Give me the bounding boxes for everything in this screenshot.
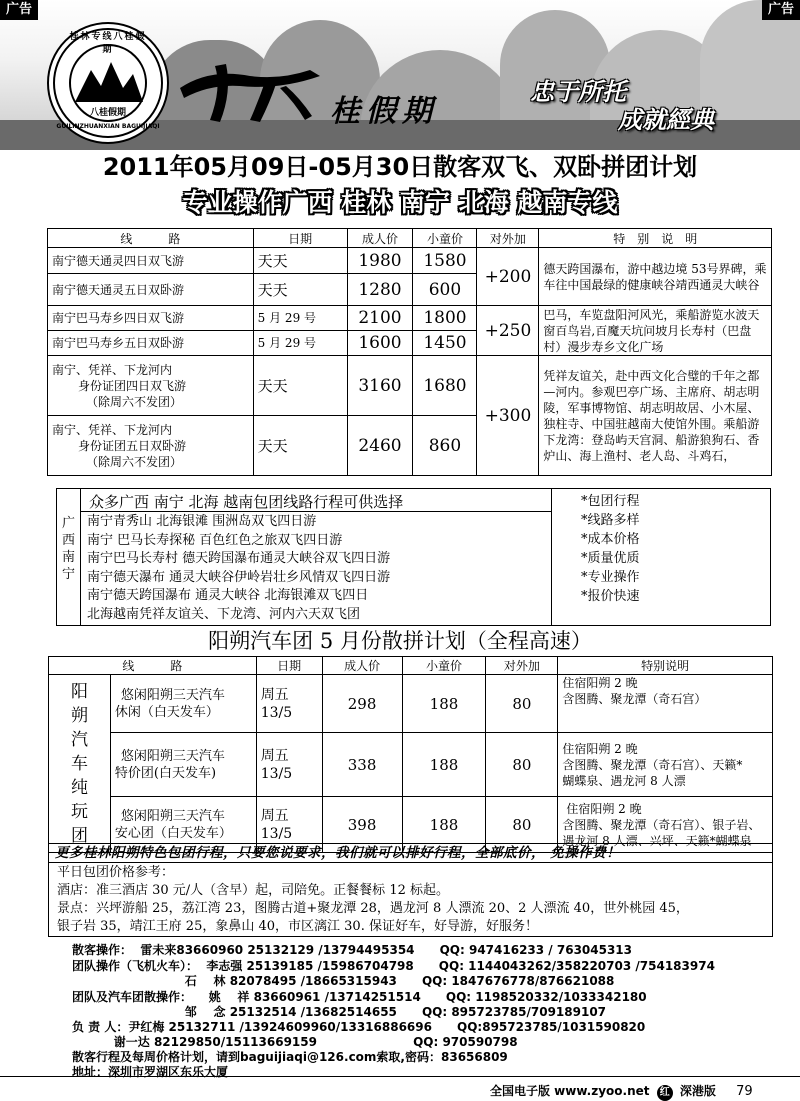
feature-item: *线路多样 (581, 513, 640, 528)
route-cell: 南宁德天通灵五日双卧游 (48, 274, 254, 306)
company-logo (47, 22, 169, 144)
slogan-line2: 成就經典 (618, 105, 714, 134)
package-headline: 众多广西 南宁 北海 越南包团线路行程可供选择 (89, 493, 404, 511)
col-header-adult: 成人价 (322, 657, 402, 675)
adult-price-cell: 338 (322, 733, 402, 797)
footer-edition: 全国电子版 www.zyoo.net (490, 1084, 650, 1098)
yangshuo-table (48, 656, 773, 853)
col-header-route: 线 路 (48, 229, 254, 248)
route-line: 南宁、凭祥、下龙河内 (52, 422, 173, 437)
feature-item: *专业操作 (581, 570, 640, 585)
list-item: 南宁德天跨国瀑布 通灵大峡谷 北海银滩双飞四日 (87, 588, 369, 603)
reference-line: 景点：兴坪游船 25，荔江湾 23，图腾古道+聚龙潭 28，遇龙河 8 人漂流 20、2 人漂流 40，世外桃园 45， (57, 901, 689, 916)
route-cell (48, 416, 254, 476)
tour-price-table (47, 228, 772, 476)
divider (551, 489, 552, 625)
contact-line: 谢一达 82129850/15113669159 QQ: 970590798 (72, 1035, 518, 1049)
route-line: 悠闲阳朔三天汽车 (120, 687, 225, 703)
extra-price-cell: +200 (477, 248, 539, 306)
route-cell (48, 356, 254, 416)
yangshuo-title: 阳朔汽车团 5 月份散拼计划（全程高速） (208, 629, 592, 653)
date-cell: 5 月 29 号 (253, 331, 347, 356)
footer-region: 深港版 (679, 1084, 716, 1098)
adult-price-cell: 1600 (347, 331, 413, 356)
child-price-cell: 1580 (413, 248, 477, 274)
contact-line: 负 责 人：尹红梅 25132711 /13924609960/13316886696 QQ:895723785/1031590820 (72, 1020, 646, 1034)
child-price-cell: 1680 (413, 356, 477, 416)
date-line: 13/5 (260, 825, 293, 842)
date-cell (256, 675, 322, 733)
divider (81, 511, 551, 512)
adult-price-cell: 298 (322, 675, 402, 733)
adult-price-cell: 2100 (347, 306, 413, 331)
route-cell (110, 733, 256, 797)
note-line: 含图腾、聚龙潭（奇石宫） (562, 692, 707, 706)
contact-line: 石 林 82078495 /18665315943 QQ: 1847676778/876621088 (72, 974, 615, 988)
date-cell: 5 月 29 号 (253, 306, 347, 331)
note-line: 住宿阳朔 2 晚 (562, 676, 638, 690)
col-header-extra: 对外加 (486, 657, 558, 675)
note-line: 遇龙河 8 人漂、兴坪、天籁*蝴蝶泉 (562, 833, 752, 848)
col-header-child: 小童价 (402, 657, 486, 675)
promo-banner (48, 843, 773, 863)
extra-price-cell: 80 (486, 797, 558, 853)
route-cell (110, 675, 256, 733)
route-cell: 南宁德天通灵四日双飞游 (48, 248, 254, 274)
list-item: 南宁巴马长寿村 德天跨国瀑布通灵大峡谷双飞四日游 (87, 551, 391, 566)
list-item: 南宁 巴马长寿探秘 百色红色之旅双飞四日游 (87, 532, 343, 548)
note-cell: 德天跨国瀑布，游中越边境 53号界碑，乘车往中国最绿的健康峡谷靖西通灵大峡谷 (539, 248, 772, 306)
date-line: 周五 (260, 807, 289, 824)
child-price-cell: 600 (413, 274, 477, 306)
date-cell: 天天 (253, 248, 347, 274)
route-line: 悠闲阳朔三天汽车 (120, 808, 225, 824)
contact-line: 邹 念 25132514 /13682514655 QQ: 895723785/709189107 (72, 1005, 607, 1019)
note-line: 住宿阳朔 2 晚 (566, 801, 642, 816)
ad-label-right: 广告 (762, 0, 800, 20)
table-row (48, 306, 772, 331)
note-line: 含图腾、聚龙潭（奇石宫）、天籁* (562, 757, 743, 772)
footer-divider (0, 1076, 800, 1077)
contact-line: 散客行程及每周价格计划，请到baguijiaqi@126.com索取,密码：83656809 (72, 1050, 508, 1064)
child-price-cell: 1450 (413, 331, 477, 356)
table-row (49, 733, 773, 797)
col-header-route: 线 路 (49, 657, 257, 675)
route-line: 南宁、凭祥、下龙河内 (52, 362, 173, 377)
contact-line: 地址：深圳市罗湖区东乐大厦 (72, 1065, 229, 1079)
ad-label-left: 广告 (0, 0, 38, 20)
child-price-cell: 188 (402, 733, 486, 797)
reference-title: 平日包团价格参考： (57, 865, 175, 880)
date-line: 周五 (260, 747, 289, 764)
route-line: 身份证团五日双卧游 (78, 438, 187, 453)
route-cell: 南宁巴马寿乡五日双卧游 (48, 331, 254, 356)
logo-inner-text: 八桂假期 (89, 108, 126, 118)
logo-english-text: GUILINZHUANXIAN BAGUIJIAQI (56, 123, 160, 130)
feature-list (581, 492, 640, 606)
note-cell (558, 675, 773, 733)
note-line: 含图腾、聚龙潭（奇石宫）、银子岩、 (562, 817, 761, 832)
route-line: （除周六不发团） (86, 394, 183, 409)
table-row (48, 356, 772, 416)
contact-line: 团队操作（飞机火车）： 李志强 25139185 /15986704798 QQ: 1144043262/358220703 /754183974 (72, 959, 715, 973)
adult-price-cell: 3160 (347, 356, 413, 416)
brand-name: 桂假期 (330, 94, 438, 129)
package-options-box (56, 488, 771, 626)
date-cell: 天天 (253, 274, 347, 306)
footer-badge-icon: 红 (657, 1085, 673, 1101)
list-item: 北海越南凭祥友谊关、下龙湾、河内六天双飞团 (87, 606, 361, 622)
extra-price-cell: 80 (486, 675, 558, 733)
region-side-label (57, 489, 81, 625)
page-number: 79 (736, 1084, 753, 1099)
feature-item: *成本价格 (581, 532, 640, 547)
note-cell: 凭祥友谊关，赴中西文化合璧的千年之都—河内。参观巴亭广场、主席府、胡志明陵，军事博物馆、胡志明故居、小木屋、独柱寺、中国驻越南大使馆外围。乘船游下龙湾：登岛屿天宫洞、船游狼狗石、香炉山、海上渔村、老人岛、斗鸡石， (539, 356, 772, 476)
route-line: 安心团（白天发车） (114, 825, 232, 841)
feature-item: *质量优质 (581, 551, 640, 566)
child-price-cell: 188 (402, 675, 486, 733)
col-header-adult: 成人价 (347, 229, 413, 248)
reference-line: 银子岩 35，靖江王府 25，象鼻山 40，市区漓江 30. 保证好车，好导游，好服务！ (57, 919, 538, 934)
adult-price-cell: 398 (322, 797, 402, 853)
col-header-date: 日期 (253, 229, 347, 248)
table-row (48, 248, 772, 274)
brand-calligraphy (170, 58, 330, 128)
page-subtitle: 专业操作广西 桂林 南宁 北海 越南专线 (182, 188, 618, 217)
reference-line: 酒店：准三酒店 30 元/人（含早）起，司陪免。正餐餐标 12 标起。 (57, 883, 449, 898)
route-line: （除周六不发团） (86, 454, 183, 469)
adult-price-cell: 2460 (347, 416, 413, 476)
note-cell: 巴马，车览盘阳河风光，乘船游览水波天窗百鸟岩,百魔天坑问坡月长寿村（巴盘村）漫步寿乡文化广场 (539, 306, 772, 356)
contact-line: 散客操作： 雷未来83660960 25132129 /13794495354 QQ: 947416233 / 763045313 (72, 943, 633, 957)
price-reference (48, 863, 773, 937)
date-line: 13/5 (260, 704, 293, 721)
adult-price-cell: 1980 (347, 248, 413, 274)
slogan-line1: 忠于所托 (530, 77, 626, 106)
table-row (49, 675, 773, 733)
extra-price-cell: +250 (477, 306, 539, 356)
extra-price-cell: +300 (477, 356, 539, 476)
page-title: 2011年05月09日-05月30日散客双飞、双卧拼团计划 (102, 153, 698, 181)
date-line: 13/5 (260, 765, 293, 782)
route-cell: 南宁巴马寿乡四日双飞游 (48, 306, 254, 331)
date-cell: 天天 (253, 416, 347, 476)
date-cell (256, 733, 322, 797)
list-item: 南宁德天瀑布 通灵大峡谷伊岭岩壮乡风情双飞四日游 (87, 569, 391, 585)
col-header-extra: 对外加 (477, 229, 539, 248)
package-list (87, 513, 390, 624)
child-price-cell: 188 (402, 797, 486, 853)
feature-item: *报价快速 (581, 589, 640, 604)
col-header-note: 特别说明 (558, 657, 773, 675)
adult-price-cell: 1280 (347, 274, 413, 306)
note-cell (558, 733, 773, 797)
route-line: 特价团(白天发车) (114, 765, 217, 781)
feature-item: *包团行程 (581, 494, 640, 509)
child-price-cell: 1800 (413, 306, 477, 331)
extra-price-cell: 80 (486, 733, 558, 797)
header-banner (0, 0, 800, 150)
date-line: 周五 (260, 686, 289, 703)
note-line: 住宿阳朔 2 晚 (562, 741, 638, 756)
logo-ring-text: 桂林专线八桂假期 (69, 32, 147, 55)
promo-text: 更多桂林阳朔特色包团行程，只要您说要求，我们就可以排好行程，全部底价， 免操作费！ (55, 845, 621, 861)
group-side-label-text: 阳朔汽车纯玩团 (70, 681, 88, 846)
note-line: 蝴蝶泉、遇龙河 8 人漂 (562, 773, 686, 788)
col-header-note: 特 别 说 明 (539, 229, 772, 248)
col-header-date: 日期 (256, 657, 322, 675)
group-side-label (49, 675, 111, 853)
col-header-child: 小童价 (413, 229, 477, 248)
child-price-cell: 860 (413, 416, 477, 476)
route-line: 悠闲阳朔三天汽车 (120, 748, 225, 764)
contact-line: 团队及汽车团散操作： 姚 祥 83660961 /13714251514 QQ: 1198520332/1033342180 (72, 990, 647, 1004)
region-side-label-text: 广西南宁 (61, 516, 75, 582)
footer (490, 1082, 753, 1101)
list-item: 南宁青秀山 北海银滩 围洲岛双飞四日游 (87, 514, 317, 529)
route-line: 身份证团四日双飞游 (78, 378, 187, 393)
route-line: 休闲（白天发车） (114, 704, 219, 720)
date-cell: 天天 (253, 356, 347, 416)
